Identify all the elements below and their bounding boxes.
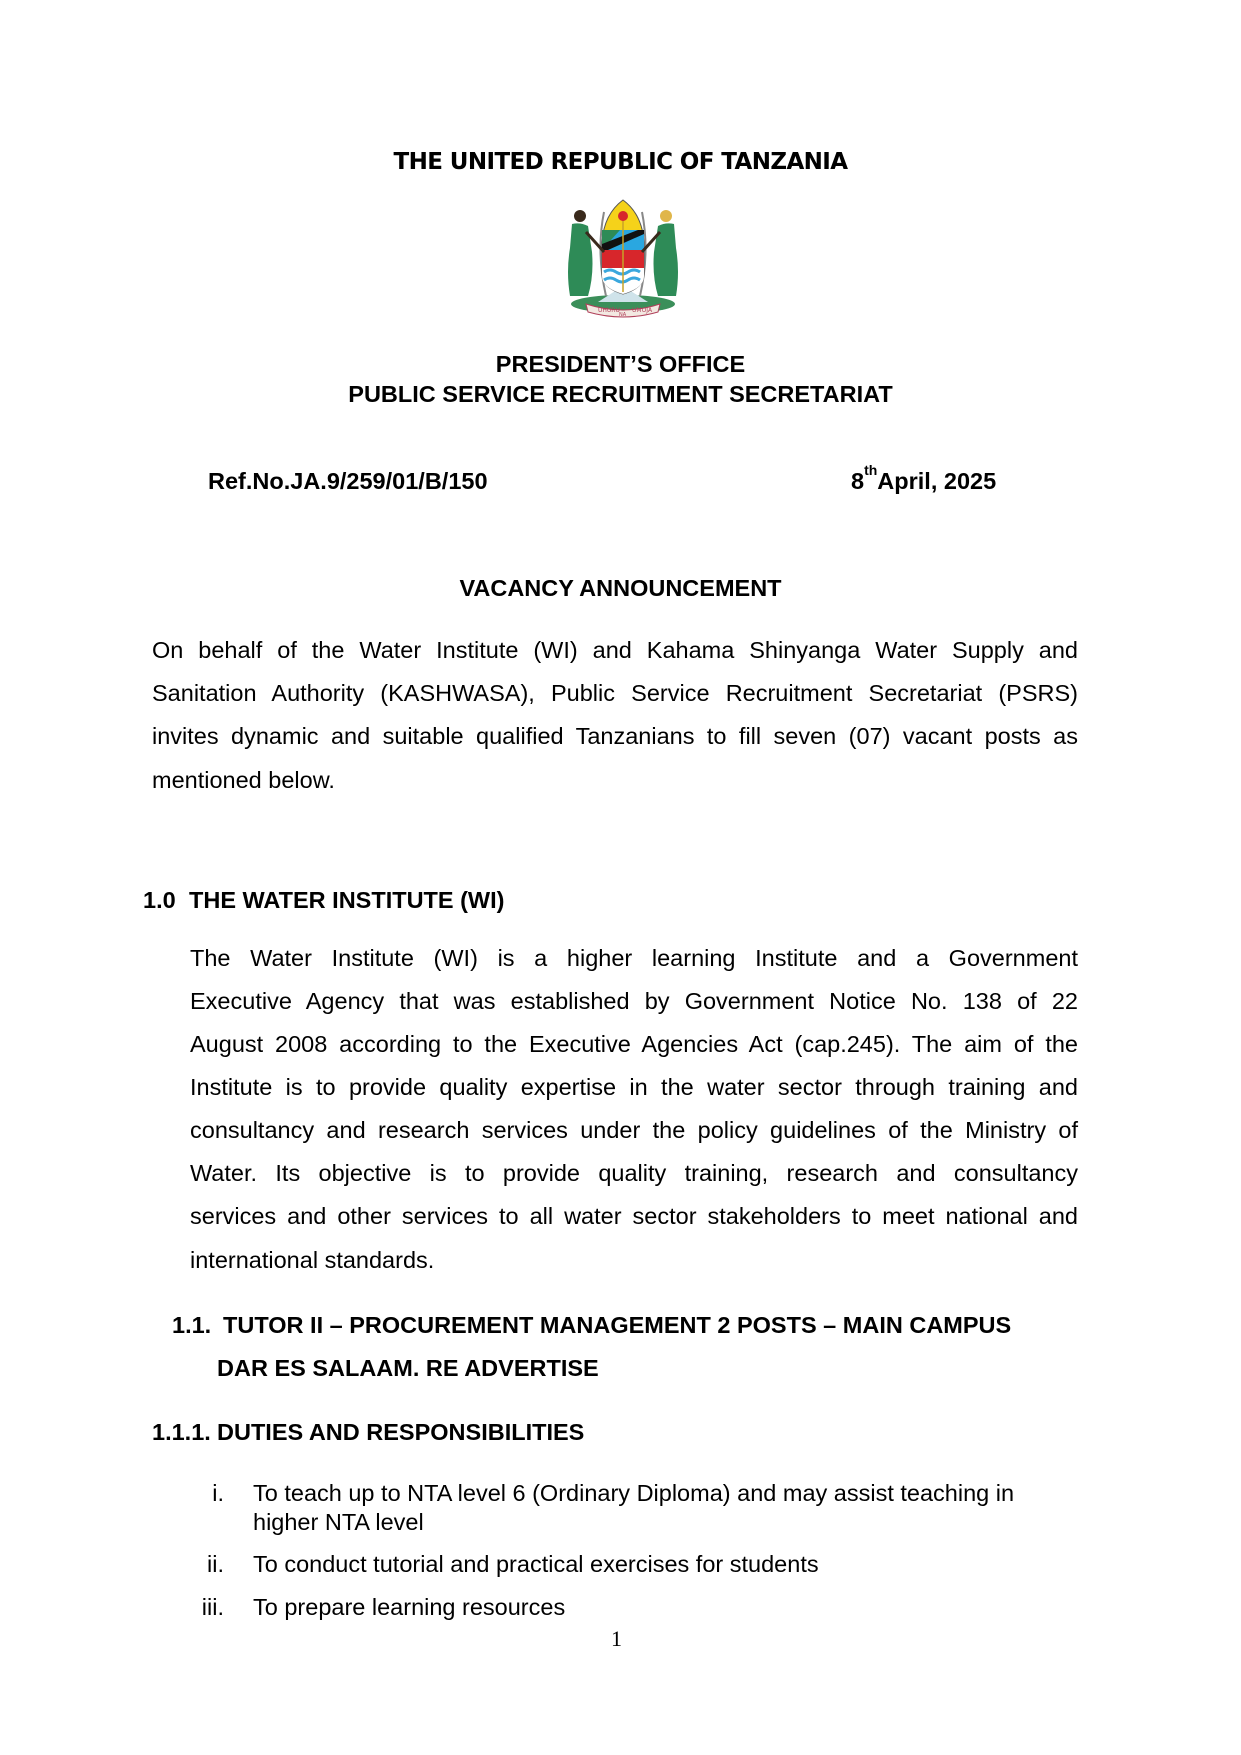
list-item-text: To prepare learning resources xyxy=(253,1594,566,1620)
date-suffix: th xyxy=(864,462,878,478)
section-title: THE WATER INSTITUTE (WI) xyxy=(189,887,505,913)
list-item-number: i. xyxy=(212,1480,224,1506)
reference-number: Ref.No.JA.9/259/01/B/150 xyxy=(208,468,488,494)
subsection-number: 1.1. xyxy=(172,1312,212,1338)
country-title: THE UNITED REPUBLIC OF TANZANIA xyxy=(393,149,848,175)
section-body-line: August 2008 according to the Executive Agencies Act (cap.245). The aim of the xyxy=(190,1031,1078,1057)
list-item-number: ii. xyxy=(207,1551,224,1577)
list-item-text: To conduct tutorial and practical exercises for students xyxy=(253,1551,819,1577)
section-body-line: Water. Its objective is to provide quality training, research and consultancy xyxy=(190,1160,1078,1186)
duties-number: 1.1.1. xyxy=(152,1419,211,1445)
motto-mid: NA xyxy=(619,312,627,318)
motto-left: UHURU xyxy=(598,307,620,314)
subsection-title-line-1: TUTOR II – PROCUREMENT MANAGEMENT 2 POSTS – MAIN CAMPUS xyxy=(223,1312,1012,1338)
letter-date xyxy=(851,462,997,495)
section-body-line: consultancy and research services under the policy guidelines of the Ministry of xyxy=(190,1117,1078,1143)
motto-right: UMOJA xyxy=(632,307,653,314)
section-body-line: international standards. xyxy=(190,1247,435,1273)
date-day: 8 xyxy=(851,468,865,494)
office-line-2: PUBLIC SERVICE RECRUITMENT SECRETARIAT xyxy=(348,381,893,407)
duties-title: DUTIES AND RESPONSIBILITIES xyxy=(217,1419,585,1445)
office-line-1: PRESIDENT’S OFFICE xyxy=(495,351,746,377)
announcement-title: VACANCY ANNOUNCEMENT xyxy=(459,575,782,601)
subsection-title-line-2: DAR ES SALAAM. RE ADVERTISE xyxy=(217,1355,599,1381)
intro-line: mentioned below. xyxy=(152,767,335,793)
coat-of-arms-icon xyxy=(558,192,688,322)
section-number: 1.0 xyxy=(143,887,176,913)
intro-line: On behalf of the Water Institute (WI) and Kahama Shinyanga Water Supply and xyxy=(152,637,1078,663)
section-body-line: Executive Agency that was established by Government Notice No. 138 of 22 xyxy=(190,988,1078,1014)
list-item-number: iii. xyxy=(201,1594,224,1620)
intro-line: invites dynamic and suitable qualified Tanzanians to fill seven (07) vacant posts as xyxy=(152,723,1078,749)
section-body-line: services and other services to all water sector stakeholders to meet national and xyxy=(190,1203,1078,1229)
intro-line: Sanitation Authority (KASHWASA), Public Service Recruitment Secretariat (PSRS) xyxy=(152,680,1078,706)
section-body-line: Institute is to provide quality expertise in the water sector through training and xyxy=(190,1074,1078,1100)
date-rest: April, 2025 xyxy=(877,468,997,494)
section-body-line: The Water Institute (WI) is a higher learning Institute and a Government xyxy=(190,945,1078,971)
list-item-text: To teach up to NTA level 6 (Ordinary Diploma) and may assist teaching in xyxy=(253,1480,1015,1506)
list-item-text-continued: higher NTA level xyxy=(253,1509,424,1535)
page-number: 1 xyxy=(611,1626,622,1651)
